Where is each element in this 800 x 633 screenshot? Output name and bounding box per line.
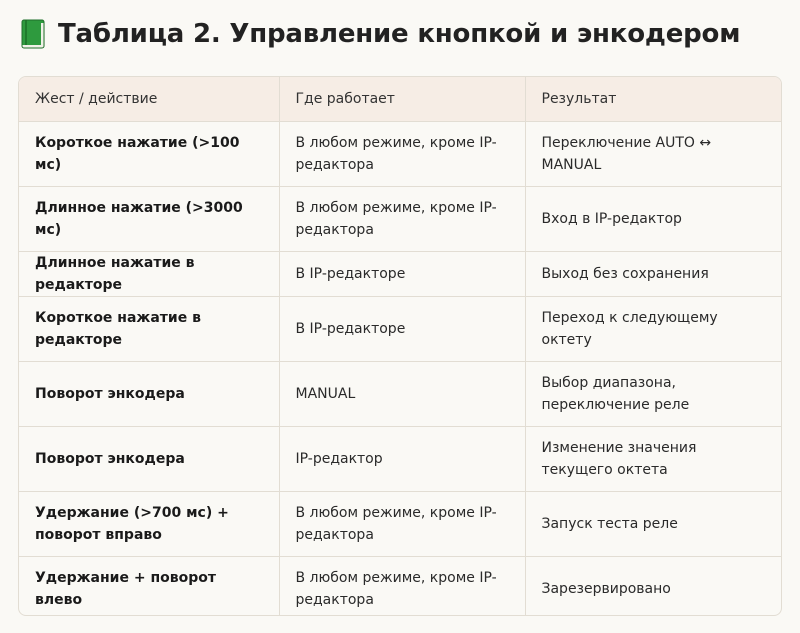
table-header-row [19,77,781,122]
page-header [20,14,740,54]
table-row [19,122,781,187]
table-row [19,187,781,252]
result-cell: Выход без сохранения [525,252,781,297]
table-row [19,252,781,297]
gesture-cell: Длинное нажатие (>3000 мс) [19,187,279,252]
where-cell: В любом режиме, кроме IP-редактора [279,122,525,187]
gesture-cell: Удержание + поворот влево [19,557,279,617]
column-header-where: Где работает [279,77,525,122]
result-cell: Зарезервировано [525,557,781,617]
green-book-icon [20,18,48,50]
where-cell: IP-редактор [279,427,525,492]
result-cell: Изменение значения текущего октета [525,427,781,492]
column-header-result: Результат [525,77,781,122]
table-row [19,492,781,557]
table-row [19,557,781,617]
gesture-cell: Короткое нажатие (>100 мс) [19,122,279,187]
table-row [19,297,781,362]
result-cell: Вход в IP-редактор [525,187,781,252]
table-row [19,427,781,492]
gesture-cell: Поворот энкодера [19,427,279,492]
result-cell: Переход к следующему октету [525,297,781,362]
result-cell: Переключение AUTO ↔ MANUAL [525,122,781,187]
result-cell: Выбор диапазона, переключение реле [525,362,781,427]
where-cell: В любом режиме, кроме IP-редактора [279,187,525,252]
result-cell: Запуск теста реле [525,492,781,557]
gesture-cell: Удержание (>700 мс) + поворот вправо [19,492,279,557]
gesture-cell: Поворот энкодера [19,362,279,427]
where-cell: В любом режиме, кроме IP-редактора [279,557,525,617]
page-title: Таблица 2. Управление кнопкой и энкодером [58,19,741,49]
where-cell: В IP-редакторе [279,252,525,297]
where-cell: MANUAL [279,362,525,427]
column-header-gesture: Жест / действие [19,77,279,122]
table-row [19,362,781,427]
gesture-cell: Длинное нажатие в редакторе [19,252,279,297]
where-cell: В любом режиме, кроме IP-редактора [279,492,525,557]
gesture-cell: Короткое нажатие в редакторе [19,297,279,362]
where-cell: В IP-редакторе [279,297,525,362]
controls-table [18,76,782,616]
